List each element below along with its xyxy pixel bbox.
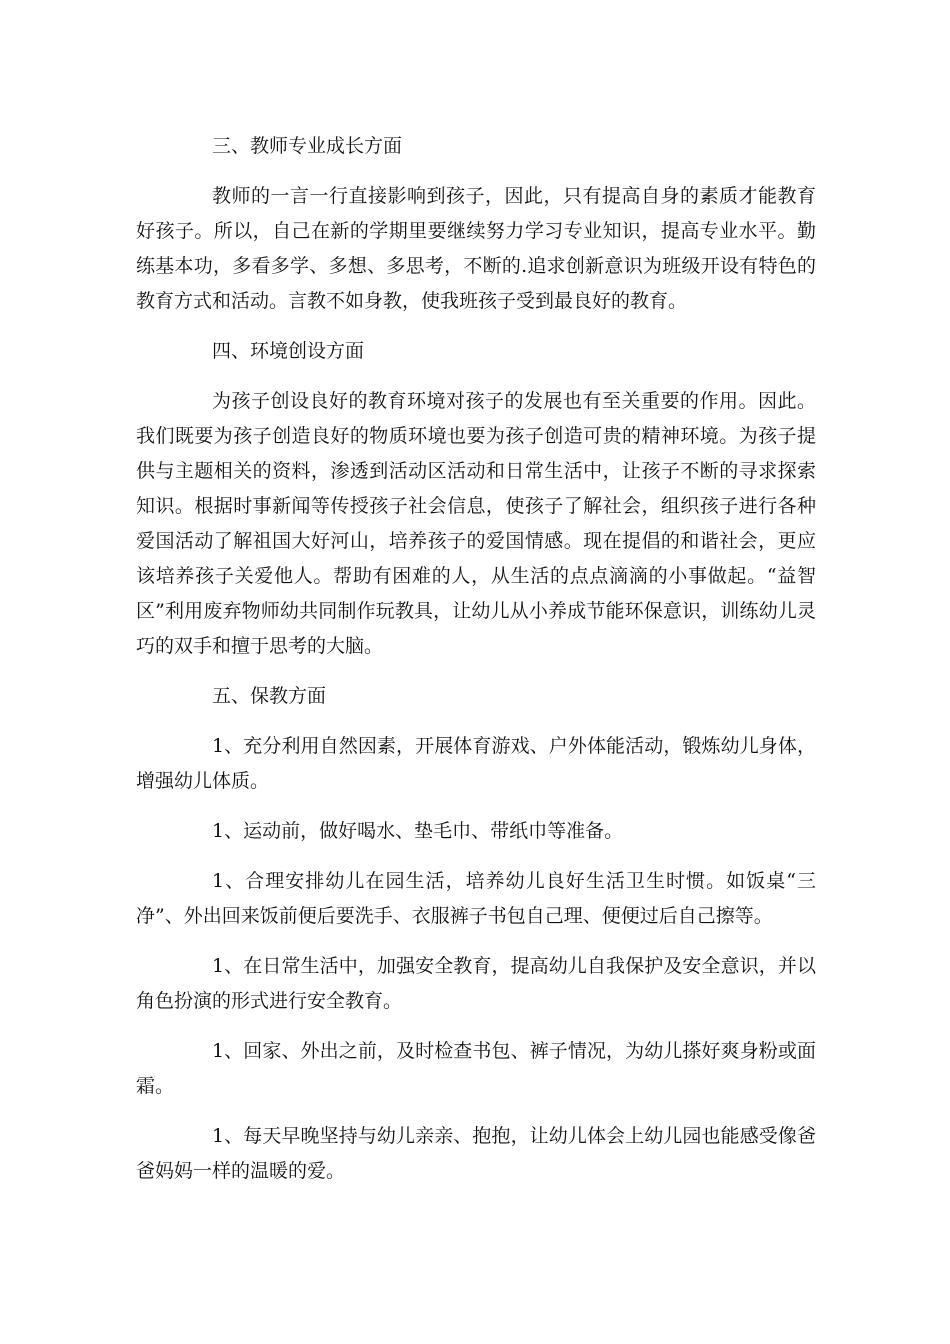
list-item: 1、在日常生活中，加强安全教育，提高幼儿自我保护及安全意识，并以角色扮演的形式进行安全教育。 [136, 955, 816, 1012]
list-item: 1、每天早晚坚持与幼儿亲亲、抱抱，让幼儿体会上幼儿园也能感受像爸爸妈妈一样的温暖的爱。 [136, 1125, 816, 1182]
list-item: 1、运动前，做好喝水、垫毛巾、带纸巾等准备。 [212, 820, 624, 842]
paragraph: 为孩子创设良好的教育环境对孩子的发展也有至关重要的作用。因此。我们既要为孩子创造良好的物质环境也要为孩子创造可贵的精神环境。为孩子提供与主题相关的资料，渗透到活动区活动和日常生活中，让孩子不断的寻求探索知识。根据时事新闻等传授孩子社会信息，使孩子了解社会，组织孩子进行各种爱国活动了解祖国大好河山，培养孩子的爱国情感。现在提倡的和谐社会，更应该培养孩子关爱他人。帮助有困难的人，从生活的点点滴滴的小事做起。“益智区”利用废弃物师幼共同制作玩教具，让幼儿从小养成节能环保意识，训练幼儿灵巧的双手和擅于思考的大脑。 [136, 390, 816, 657]
section-heading-care-education: 五、保教方面 [212, 685, 327, 707]
section-heading-environment: 四、环境创设方面 [212, 340, 365, 362]
document-page [136, 129, 816, 1204]
list-item: 1、回家、外出之前，及时检查书包、裤子情况，为幼儿搽好爽身粉或面霜。 [136, 1040, 816, 1097]
list-item: 1、充分利用自然因素，开展体育游戏、户外体能活动，锻炼幼儿身体，增强幼儿体质。 [136, 735, 816, 792]
paragraph: 教师的一言一行直接影响到孩子，因此，只有提高自身的素质才能教育好孩子。所以，自己在新的学期里要继续努力学习专业知识，提高专业水平。勤练基本功，多看多学、多想、多思考，不断的.追求创新意识为班级开设有特色的教育方式和活动。言教不如身教，使我班孩子受到最良好的教育。 [136, 185, 816, 312]
section-heading-teacher-growth: 三、教师专业成长方面 [212, 135, 403, 157]
list-item: 1、合理安排幼儿在园生活，培养幼儿良好生活卫生时惯。如饭桌“三净”、外出回来饭前便后要洗手、衣服裤子书包自己理、便便过后自己擦等。 [136, 870, 816, 927]
